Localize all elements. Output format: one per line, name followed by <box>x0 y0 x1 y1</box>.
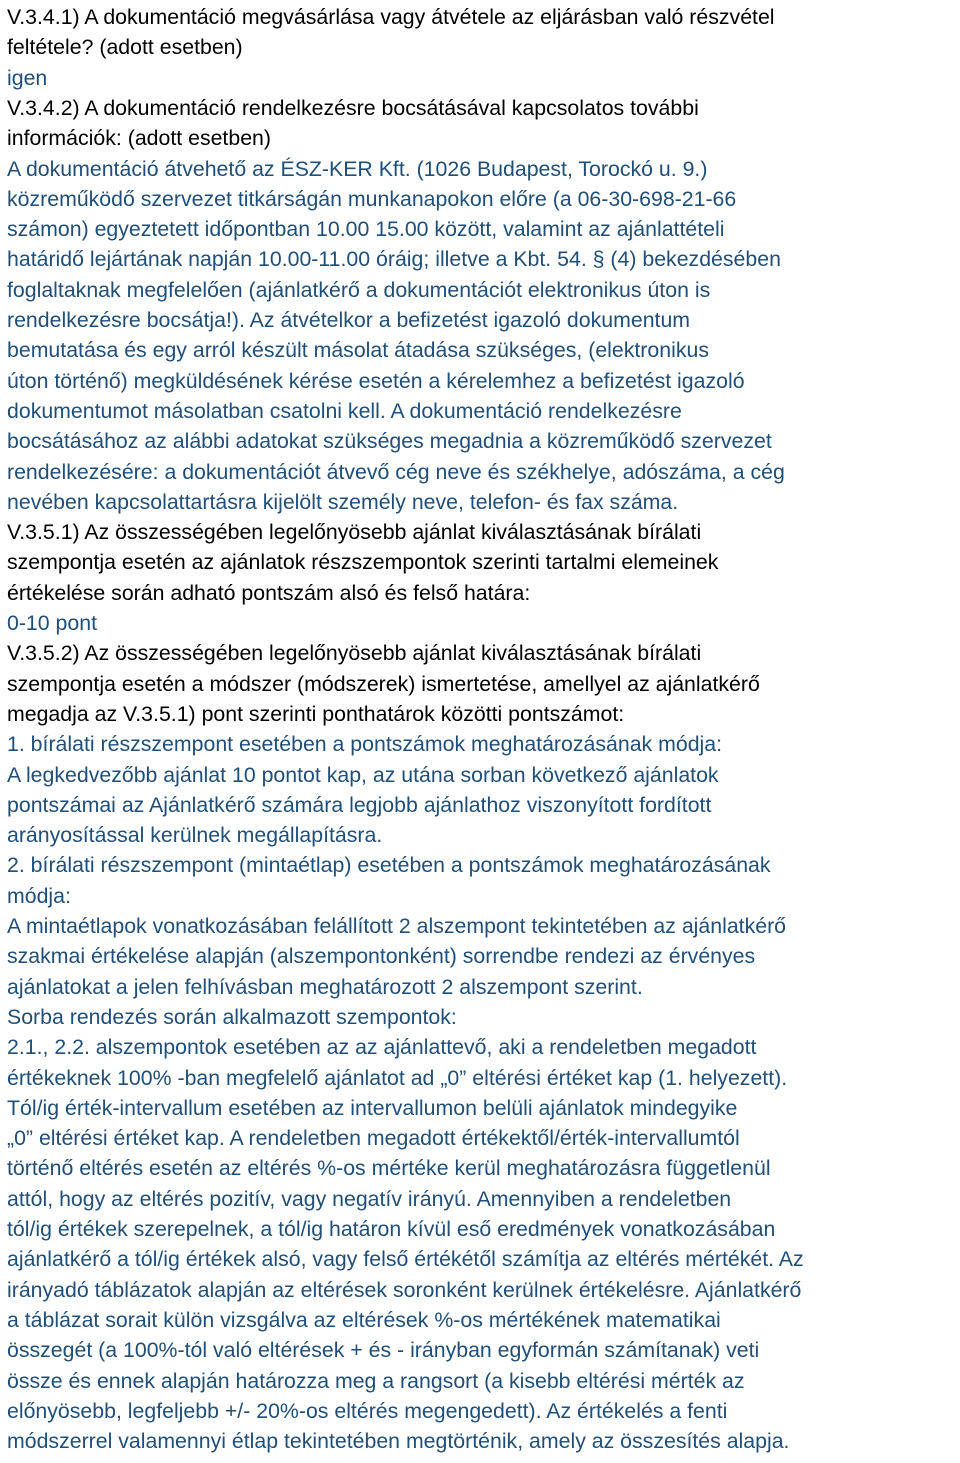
question-text-line: V.3.4.2) A dokumentáció rendelkezésre bocsátásával kapcsolatos további <box>7 95 699 120</box>
answer-text-line: értékeknek 100% -ban megfelelő ajánlatot ad „0” eltérési értéket kap (1. helyezett). <box>7 1065 788 1090</box>
question-text-line: információk: (adott esetben) <box>7 126 271 151</box>
answer-text-line: 0-10 pont <box>7 611 97 635</box>
answer-text-line: „0” eltérési értéket kap. A rendeletben megadott értékektől/érték-intervallumtól <box>7 1126 740 1151</box>
question-text-line: V.3.5.2) Az összességében legelőnyösebb ajánlat kiválasztásának bírálati <box>7 641 702 666</box>
answer-text-line: a táblázat sorait külön vizsgálva az eltérések %-os mértékének matematikai <box>7 1307 721 1332</box>
answer-text-line: irányadó táblázatok alapján az eltérések soronként kerülnek értékelésre. Ajánlatkérő <box>7 1277 802 1302</box>
answer-text-line: határidő lejártának napján 10.00-11.00 óráig; illetve a Kbt. 54. § (4) bekezdésében <box>7 247 781 272</box>
question-text-line: megadja az V.3.5.1) pont szerinti ponthatárok közötti pontszámot: <box>7 701 625 726</box>
question-text-line: V.3.5.1) Az összességében legelőnyösebb ajánlat kiválasztásának bírálati <box>7 520 702 545</box>
answer-text-line: 2. bírálati részszempont (mintaétlap) esetében a pontszámok meghatározásának <box>7 853 771 878</box>
answer-text-line: rendelkezésre bocsátja!). Az átvételkor a befizetést igazoló dokumentum <box>7 308 691 332</box>
answer-text-line: szakmai értékelése alapján (alszempontonként) sorrendbe rendezi az érvényes <box>7 944 756 969</box>
question-text-line: szempontja esetén az ajánlatok részszempontok szerinti tartalmi elemeinek <box>7 550 719 575</box>
question-text-line: V.3.4.1) A dokumentáció megvásárlása vagy átvétele az eljárásban való részvétel <box>7 5 775 29</box>
answer-text-line: módszerrel valamennyi étlap tekintetében megtörténik, amely az összesítés alapja. <box>7 1429 790 1454</box>
answer-text-line: össze és ennek alapján határozza meg a rangsort (a kisebb eltérési mérték az <box>7 1368 745 1393</box>
answer-text-line: nevében kapcsolattartásra kijelölt személy neve, telefon- és fax száma. <box>7 489 679 514</box>
answer-text-line: úton történő) megküldésének kérése esetén a kérelemhez a befizetést igazoló <box>7 368 745 393</box>
answer-text-line: attól, hogy az eltérés pozitív, vagy negatív irányú. Amennyiben a rendeletben <box>7 1186 732 1211</box>
question-text-line: szempontja esetén a módszer (módszerek) ismertetése, amellyel az ajánlatkérő <box>7 671 760 696</box>
question-text-line: értékelése során adható pontszám alsó és felső határa: <box>7 580 531 605</box>
question-text-line: feltétele? (adott esetben) <box>7 35 243 60</box>
answer-text-line: 2.1., 2.2. alszempontok esetében az az ajánlattevő, aki a rendeletben megadott <box>7 1035 757 1060</box>
answer-text-line: bocsátásához az alábbi adatokat szükséges megadnia a közreműködő szervezet <box>7 429 772 454</box>
answer-text-line: 1. bírálati részszempont esetében a pontszámok meghatározásának módja: <box>7 732 723 757</box>
answer-text-line: A dokumentáció átvehető az ÉSZ-KER Kft. (1026 Budapest, Torockó u. 9.) <box>7 156 708 181</box>
answer-text-line: számon) egyeztetett időpontban 10.00 15.00 között, valamint az ajánlattételi <box>7 217 725 242</box>
answer-text-line: ajánlatokat a jelen felhívásban meghatározott 2 alszempont szerint. <box>7 974 643 999</box>
answer-text-line: A legkedvezőbb ajánlat 10 pontot kap, az utána sorban következő ajánlatok <box>7 762 719 787</box>
answer-text-line: történő eltérés esetén az eltérés %-os mértéke kerül meghatározásra függetlenül <box>7 1156 771 1181</box>
answer-text-line: összegét (a 100%-tól való eltérések + és - irányban egyformán számítanak) veti <box>7 1338 760 1363</box>
answer-text-line: foglaltaknak megfelelően (ajánlatkérő a dokumentációt elektronikus úton is <box>7 277 711 302</box>
answer-text-line: Tól/ig érték-intervallum esetében az intervallumon belüli ajánlatok mindegyike <box>7 1095 738 1120</box>
answer-text-line: A mintaétlapok vonatkozásában felállított 2 alszempont tekintetében az ajánlatkérő <box>7 914 787 938</box>
answer-text-line: közreműködő szervezet titkárságán munkanapokon előre (a 06-30-698-21-66 <box>7 186 737 211</box>
answer-text-line: Sorba rendezés során alkalmazott szempontok: <box>7 1004 457 1029</box>
answer-text-line: ajánlatkérő a tól/ig értékek alsó, vagy felső értékétől számítja az eltérés mértékét. Az <box>7 1247 804 1272</box>
answer-text-line: módja: <box>7 883 71 908</box>
answer-text-line: előnyösebb, legfeljebb +/- 20%-os eltérés megengedett). Az értékelés a fenti <box>7 1398 728 1423</box>
answer-text-line: tól/ig értékek szerepelnek, a tól/ig határon kívül eső eredmények vonatkozásában <box>7 1217 776 1241</box>
answer-text-line: dokumentumot másolatban csatolni kell. A dokumentáció rendelkezésre <box>7 398 682 423</box>
answer-text-line: pontszámai az Ajánlatkérő számára legjobb ajánlathoz viszonyított fordított <box>7 792 712 817</box>
answer-text-line: rendelkezésére: a dokumentációt átvevő cég neve és székhelye, adószáma, a cég <box>7 459 785 484</box>
answer-text-line: arányosítással kerülnek megállapításra. <box>7 823 383 848</box>
answer-text-line: bemutatása és egy arról készült másolat átadása szükséges, (elektronikus <box>7 338 709 363</box>
answer-text-line: igen <box>7 65 48 90</box>
